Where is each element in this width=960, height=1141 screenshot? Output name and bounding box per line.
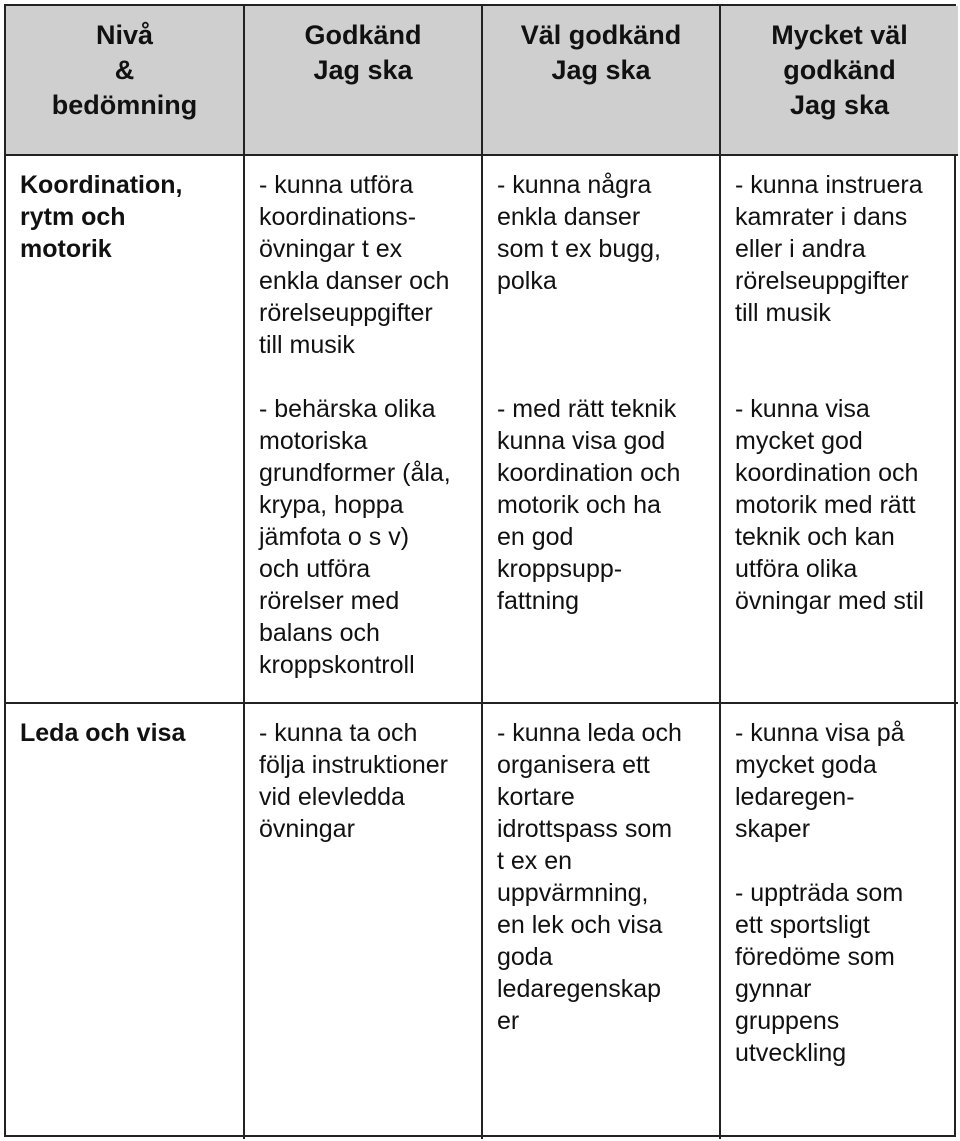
criterion-text: - kunna visa på mycket goda ledaregen- skaper: [735, 719, 905, 843]
row-koordination-mycket-val-godkand: [721, 156, 958, 704]
criterion-text: - kunna ta och följa instruktioner vid elevledda övningar: [259, 719, 448, 843]
header-val-godkand-text: Väl godkänd Jag ska: [520, 20, 682, 85]
criterion-text: - med rätt teknik kunna visa god koordination och motorik och ha en god kroppsupp- fattning: [497, 395, 681, 615]
criterion-text: - kunna visa mycket god koordination och motorik med rätt teknik och kan utföra olika övningar med stil: [735, 395, 924, 615]
row-leda-label-cell: [6, 704, 245, 1139]
header-val-godkand: [483, 6, 721, 156]
row-koordination-label-cell: [6, 156, 245, 704]
criterion-text: - kunna leda och organisera ett kortare idrottspass som t ex en uppvärmning, en lek och visa goda ledaregenskap er: [497, 719, 682, 1035]
criterion-text: - kunna utföra koordinations- övningar t ex enkla danser och rörelseuppgifter till musik: [259, 171, 450, 359]
header-godkand: [245, 6, 483, 156]
criterion-text: - kunna några enkla danser som t ex bugg, polka: [497, 171, 661, 295]
row-leda-val-godkand: [483, 704, 721, 1139]
criterion-text: - uppträda som ett sportsligt föredöme som gynnar gruppens utveckling: [735, 879, 904, 1067]
row-koordination-val-godkand: [483, 156, 721, 704]
row-leda-label: Leda och visa: [20, 719, 186, 747]
criterion-text: - kunna instruera kamrater i dans eller i andra rörelseuppgifter till musik: [735, 171, 923, 327]
criterion-text: - behärska olika motoriska grundformer (åla, krypa, hoppa jämfota o s v) och utföra rörelser med balans och kroppskontroll: [259, 395, 451, 679]
assessment-table: [4, 4, 956, 1137]
header-godkand-text: Godkänd Jag ska: [304, 20, 422, 85]
header-niva: [6, 6, 245, 156]
header-mycket-val-godkand-text: Mycket väl godkänd Jag ska: [771, 20, 908, 120]
row-koordination-godkand: [245, 156, 483, 704]
header-mycket-val-godkand: [721, 6, 958, 156]
row-leda-godkand: [245, 704, 483, 1139]
row-leda-mycket-val-godkand: [721, 704, 958, 1139]
row-koordination-label: Koordination, rytm och motorik: [20, 171, 183, 263]
header-niva-text: Nivå & bedömning: [51, 20, 198, 120]
